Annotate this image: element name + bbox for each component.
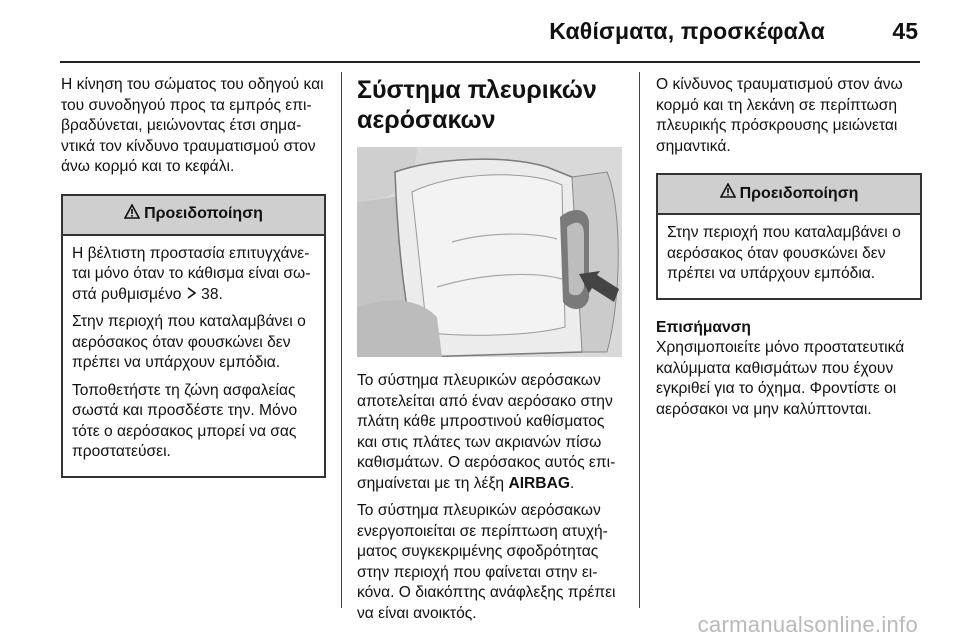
page-title: Καθίσματα, προσκέφαλα [549,18,825,44]
right-column [656,75,922,420]
intro-paragraph: Ο κίνδυνος τραυματισμού στον άνω κορμό και τη λεκάνη σε περίπτωση πλευρικής πρόσκρουσης μειώνεται σημαντικά. [656,76,903,155]
warning-paragraph: Στην περιοχή που καταλαμβάνει ο αερόσακος όταν φουσκώνει δεν πρέπει να υπάρχουν εμπόδια. [667,224,901,282]
warning-paragraph [72,244,315,306]
body-paragraph: Το σύστημα πλευρικών αερόσακων ενεργοποιείται σε περίπτωση ατυχή-ματος συγκεκριμένης σφοδρότητας στην περιοχή που φαίνεται στην ει-κόνα. Ο διακόπτης ανάφλεξης πρέπει να είναι ανοικτός. [357,502,616,622]
seat-airbag-illustration [357,147,622,357]
column-divider-left [341,72,342,608]
warning-triangle-icon [720,183,736,205]
note-title: Επισήμανση [656,318,751,336]
warning-title: Προειδοποίηση [144,205,263,223]
warning-header [658,175,920,215]
header-rule [60,61,920,63]
page-reference-link[interactable]: 38. [201,285,223,303]
warning-triangle-icon [124,204,140,226]
warning-title: Προειδοποίηση [739,184,859,202]
warning-paragraph: Τοποθετήστε τη ζώνη ασφαλείας σωστά και προσδέστε την. Μόνο τότε ο αερόσακος μπορεί να σας προστατεύσει. [72,381,298,460]
note-text: Χρησιμοποιείτε μόνο προστατευτικά καλύμματα καθισμάτων που έχουν εγκριθεί για το όχημα. Φροντίστε οι αερόσακοι να μην καλύπτονται. [656,339,905,418]
warning-body [63,236,324,476]
punctuation: . [569,474,575,492]
warning-paragraph: Στην περιοχή που καταλαμβάνει ο αερόσακος όταν φουσκώνει δεν πρέπει να υπάρχουν εμπόδια. [72,313,306,371]
airbag-label: AIRBAG [508,474,570,492]
body-text: Το σύστημα πλευρικών αερόσακων αποτελείται από έναν αερόσακο στην πλάτη κάθε μπροστινού καθίσματος και στις πλάτες των ακριανών πίσω καθισμάτων. Ο αερόσακος αυτός επι-σημαίνεται με τη λέξη [357,372,616,492]
warning-box [656,173,922,300]
page-reference-arrow-icon [186,286,201,303]
warning-header [63,196,324,236]
column-divider-right [639,72,640,608]
watermark: carmanualsonline.info [697,612,918,637]
warning-body [658,215,920,298]
section-title: Σύστημα πλευρικών αερόσακων [357,76,597,134]
warning-box [61,194,326,478]
middle-column [357,75,624,631]
page-number: 45 [892,18,918,44]
intro-paragraph: Η κίνηση του σώματος του οδηγού και του συνοδηγού προς τα εμπρός επι-βραδύνεται, μειώνοντας έτσι σημα-ντικά τον κίνδυνο τραυματισμού στον άνω κορμό και το κεφάλι. [61,76,324,175]
left-column [61,75,326,478]
warning-text: Η βέλτιστη προστασία επιτυγχάνε-ται μόνο όταν το κάθισμα είναι σω-στά ρυθμισμένο [72,244,311,303]
note-block [656,318,922,421]
body-paragraph [357,371,624,494]
